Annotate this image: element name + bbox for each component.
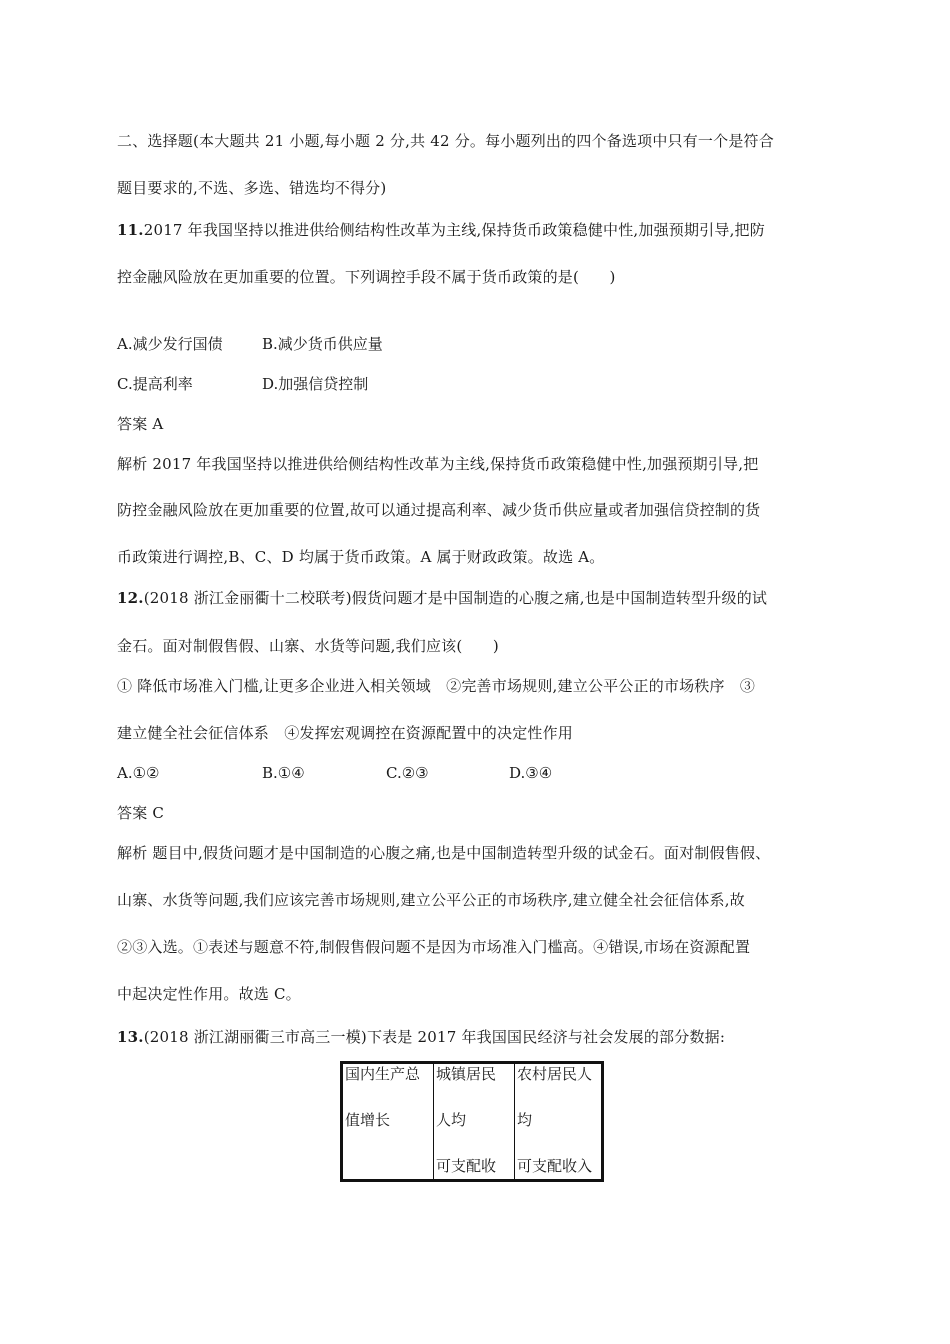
question-12-analysis-line-1: 解析 题目中,假货问题才是中国制造的心腹之痛,也是中国制造转型升级的试金石。面对制假售假、 xyxy=(117,844,771,862)
table-header-urban-income xyxy=(434,1063,515,1181)
question-12-analysis-line-4: 中起决定性作用。故选 C。 xyxy=(117,985,301,1003)
table-cell-text: 人均 xyxy=(436,1111,467,1129)
table-header-rural-income xyxy=(515,1063,603,1181)
question-11-number: 11. xyxy=(117,221,144,239)
table-cell-text: 均 xyxy=(517,1111,533,1129)
question-12-answer: 答案 C xyxy=(117,804,165,822)
question-12-stem-text: (2018 浙江金丽衢十二校联考)假货问题才是中国制造的心腹之痛,也是中国制造转型升级的试 xyxy=(143,589,768,607)
question-12-number: 12. xyxy=(117,589,144,607)
question-11-stem-text: 2017 年我国坚持以推进供给侧结构性改革为主线,保持货币政策稳健中性,加强预期引导,把防 xyxy=(143,221,765,239)
question-11-analysis-line-1: 解析 2017 年我国坚持以推进供给侧结构性改革为主线,保持货币政策稳健中性,加强预期引导,把 xyxy=(117,455,759,473)
table-cell-text: 可支配收 xyxy=(436,1157,497,1175)
question-11-stem-line-1 xyxy=(117,220,765,240)
question-12-analysis-line-2: 山寨、水货等问题,我们应该完善市场规则,建立公平公正的市场秩序,建立健全社会征信体系,故 xyxy=(117,891,745,909)
question-13-stem-text: (2018 浙江湖丽衢三市高三一模)下表是 2017 年我国国民经济与社会发展的部分数据: xyxy=(143,1028,726,1046)
economic-data-table xyxy=(340,1061,604,1182)
question-12-analysis-line-3: ②③入选。①表述与题意不符,制假售假问题不是因为市场准入门槛高。④错误,市场在资源配置 xyxy=(117,938,751,956)
question-11-option-c: C.提高利率 xyxy=(117,375,193,393)
table-header-gdp-growth xyxy=(342,1063,434,1181)
table-row xyxy=(342,1063,603,1181)
question-13-number: 13. xyxy=(117,1028,144,1046)
table-cell-text: 可支配收入 xyxy=(517,1157,593,1175)
question-11-stem-line-2: 控金融风险放在更加重要的位置。下列调控手段不属于货币政策的是( ) xyxy=(117,268,616,286)
question-13-stem xyxy=(117,1027,725,1047)
table-cell-text: 值增长 xyxy=(345,1111,391,1129)
question-12-stem-line-1 xyxy=(117,588,767,608)
question-11-analysis-line-2: 防控金融风险放在更加重要的位置,故可以通过提高利率、减少货币供应量或者加强信贷控制的货 xyxy=(117,501,761,519)
question-12-items-line-2: 建立健全社会征信体系 ④发挥宏观调控在资源配置中的决定性作用 xyxy=(117,724,574,742)
question-12-option-d: D.③④ xyxy=(509,764,553,782)
table-cell-text: 国内生产总 xyxy=(345,1065,421,1083)
section-header-line-2: 题目要求的,不选、多选、错选均不得分) xyxy=(117,179,387,197)
question-11-option-d: D.加强信贷控制 xyxy=(262,375,369,393)
table-cell-text xyxy=(345,1156,431,1176)
question-12-option-b: B.①④ xyxy=(262,764,305,782)
question-11-option-a: A.减少发行国债 xyxy=(117,335,223,353)
question-11-option-b: B.减少货币供应量 xyxy=(262,335,383,353)
table-cell-text: 农村居民人 xyxy=(517,1065,593,1083)
question-12-items-line-1: ① 降低市场准入门槛,让更多企业进入相关领域 ②完善市场规则,建立公平公正的市场秩序 ③ xyxy=(117,677,756,695)
question-11-answer: 答案 A xyxy=(117,415,164,433)
table-cell-text: 城镇居民 xyxy=(436,1065,497,1083)
section-header-line-1: 二、选择题(本大题共 21 小题,每小题 2 分,共 42 分。每小题列出的四个备选项中只有一个是符合 xyxy=(117,132,774,150)
question-12-option-a: A.①② xyxy=(117,764,160,782)
question-12-option-c: C.②③ xyxy=(386,764,429,782)
question-12-stem-line-2: 金石。面对制假售假、山寨、水货等问题,我们应该( ) xyxy=(117,637,499,655)
question-11-analysis-line-3: 币政策进行调控,B、C、D 均属于货币政策。A 属于财政政策。故选 A。 xyxy=(117,548,605,566)
